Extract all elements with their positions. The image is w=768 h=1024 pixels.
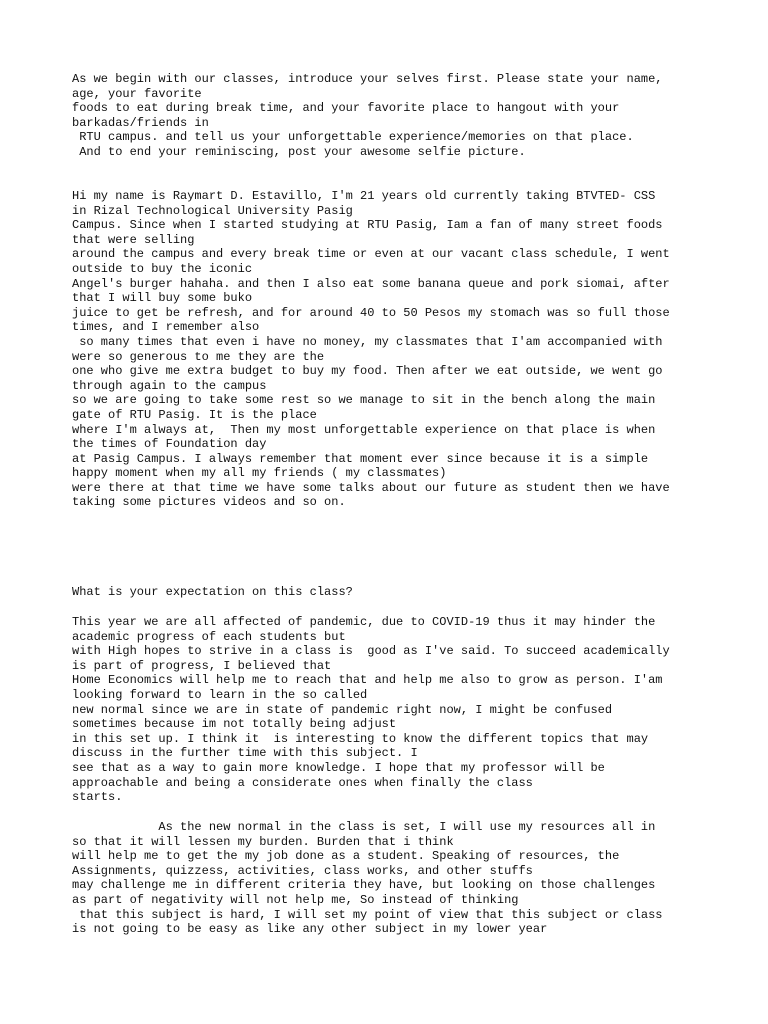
text-line: so many times that even i have no money, my classmates that I'am accompanied with [72, 334, 663, 349]
text-line: As we begin with our classes, introduce your selves first. Please state your name, [72, 72, 663, 86]
text-line: Angel's burger hahaha. and then I also eat some banana queue and pork siomai, after [72, 276, 670, 291]
text-line: discuss in the further time with this subject. I [72, 746, 418, 761]
text-line: in Rizal Technological University Pasig [72, 203, 353, 218]
prompt-paragraph [72, 72, 712, 160]
text-line: new normal since we are in state of pandemic right now, I might be confused [72, 702, 613, 717]
text-line: Campus. Since when I started studying at RTU Pasig, Iam a fan of many street foods [72, 218, 663, 233]
text-line: at Pasig Campus. I always remember that moment ever since because it is a simple [72, 451, 649, 466]
text-line: see that as a way to gain more knowledge. I hope that my professor will be [72, 760, 605, 775]
text-line: with High hopes to strive in a class is good as I've said. To succeed academically [72, 644, 670, 659]
text-line: that I will buy some buko [72, 291, 253, 306]
text-line: the times of Foundation day [72, 437, 267, 452]
text-line: so that it will lessen my burden. Burden that i think [72, 834, 454, 849]
text-line: sometimes because im not totally being adjust [72, 717, 397, 732]
text-line: is part of progress, I believed that [72, 658, 332, 673]
text-line: Assignments, quizzess, activities, class works, and other stuffs [72, 863, 533, 878]
text-line: outside to buy the iconic [72, 261, 253, 276]
text-line: age, your favorite [72, 86, 202, 101]
text-line: starts. [72, 790, 123, 805]
text-line: were so generous to me they are the [72, 349, 325, 364]
text-line: were there at that time we have some talks about our future as student then we have [72, 480, 670, 495]
text-line: As the new normal in the class is set, I will use my resources all in [72, 820, 656, 834]
text-line: times, and I remember also [72, 320, 260, 335]
text-line: This year we are all affected of pandemic, due to COVID-19 thus it may hinder the [72, 615, 656, 629]
text-line: barkadas/friends in [72, 115, 209, 130]
expectation-paragraph [72, 615, 712, 805]
text-line: And to end your reminiscing, post your awesome selfie picture. [72, 144, 526, 159]
text-line: will help me to get the my job done as a student. Speaking of resources, the [72, 849, 620, 864]
text-line: in this set up. I think it is interesting to know the different topics that may [72, 731, 649, 746]
text-line: that this subject is hard, I will set my point of view that this subject or class [72, 907, 663, 922]
question-heading [72, 585, 712, 600]
text-line: around the campus and every break time or even at our vacant class schedule, I went [72, 247, 670, 262]
text-line: so we are going to take some rest so we manage to sit in the bench along the main [72, 393, 656, 408]
text-line: RTU campus. and tell us your unforgettable experience/memories on that place. [72, 130, 634, 145]
text-line: one who give me extra budget to buy my food. Then after we eat outside, we went go [72, 364, 663, 379]
text-line: is not going to be easy as like any other subject in my lower year [72, 922, 548, 937]
text-line: happy moment when my all my friends ( my classmates) [72, 466, 447, 481]
text-line: foods to eat during break time, and your favorite place to hangout with your [72, 101, 620, 116]
text-line: approachable and being a considerate ones when finally the class [72, 775, 533, 790]
text-line: Home Economics will help me to reach that and help me also to grow as person. I'am [72, 673, 663, 688]
question-text: What is your expectation on this class? [72, 585, 353, 599]
resources-paragraph [72, 820, 712, 937]
text-line: may challenge me in different criteria they have, but looking on those challenges [72, 878, 656, 893]
text-line: taking some pictures videos and so on. [72, 495, 346, 510]
text-line: academic progress of each students but [72, 629, 346, 644]
text-line: as part of negativity will not help me, So instead of thinking [72, 892, 519, 907]
text-line: where I'm always at, Then my most unforgettable experience on that place is when [72, 422, 656, 437]
text-line: gate of RTU Pasig. It is the place [72, 407, 317, 422]
text-line: Hi my name is Raymart D. Estavillo, I'm 21 years old currently taking BTVTED- CSS [72, 189, 656, 203]
text-line: juice to get be refresh, and for around 40 to 50 Pesos my stomach was so full those [72, 305, 670, 320]
text-line: that were selling [72, 232, 195, 247]
text-line: looking forward to learn in the so called [72, 687, 368, 702]
intro-paragraph [72, 189, 712, 510]
text-line: through again to the campus [72, 378, 267, 393]
